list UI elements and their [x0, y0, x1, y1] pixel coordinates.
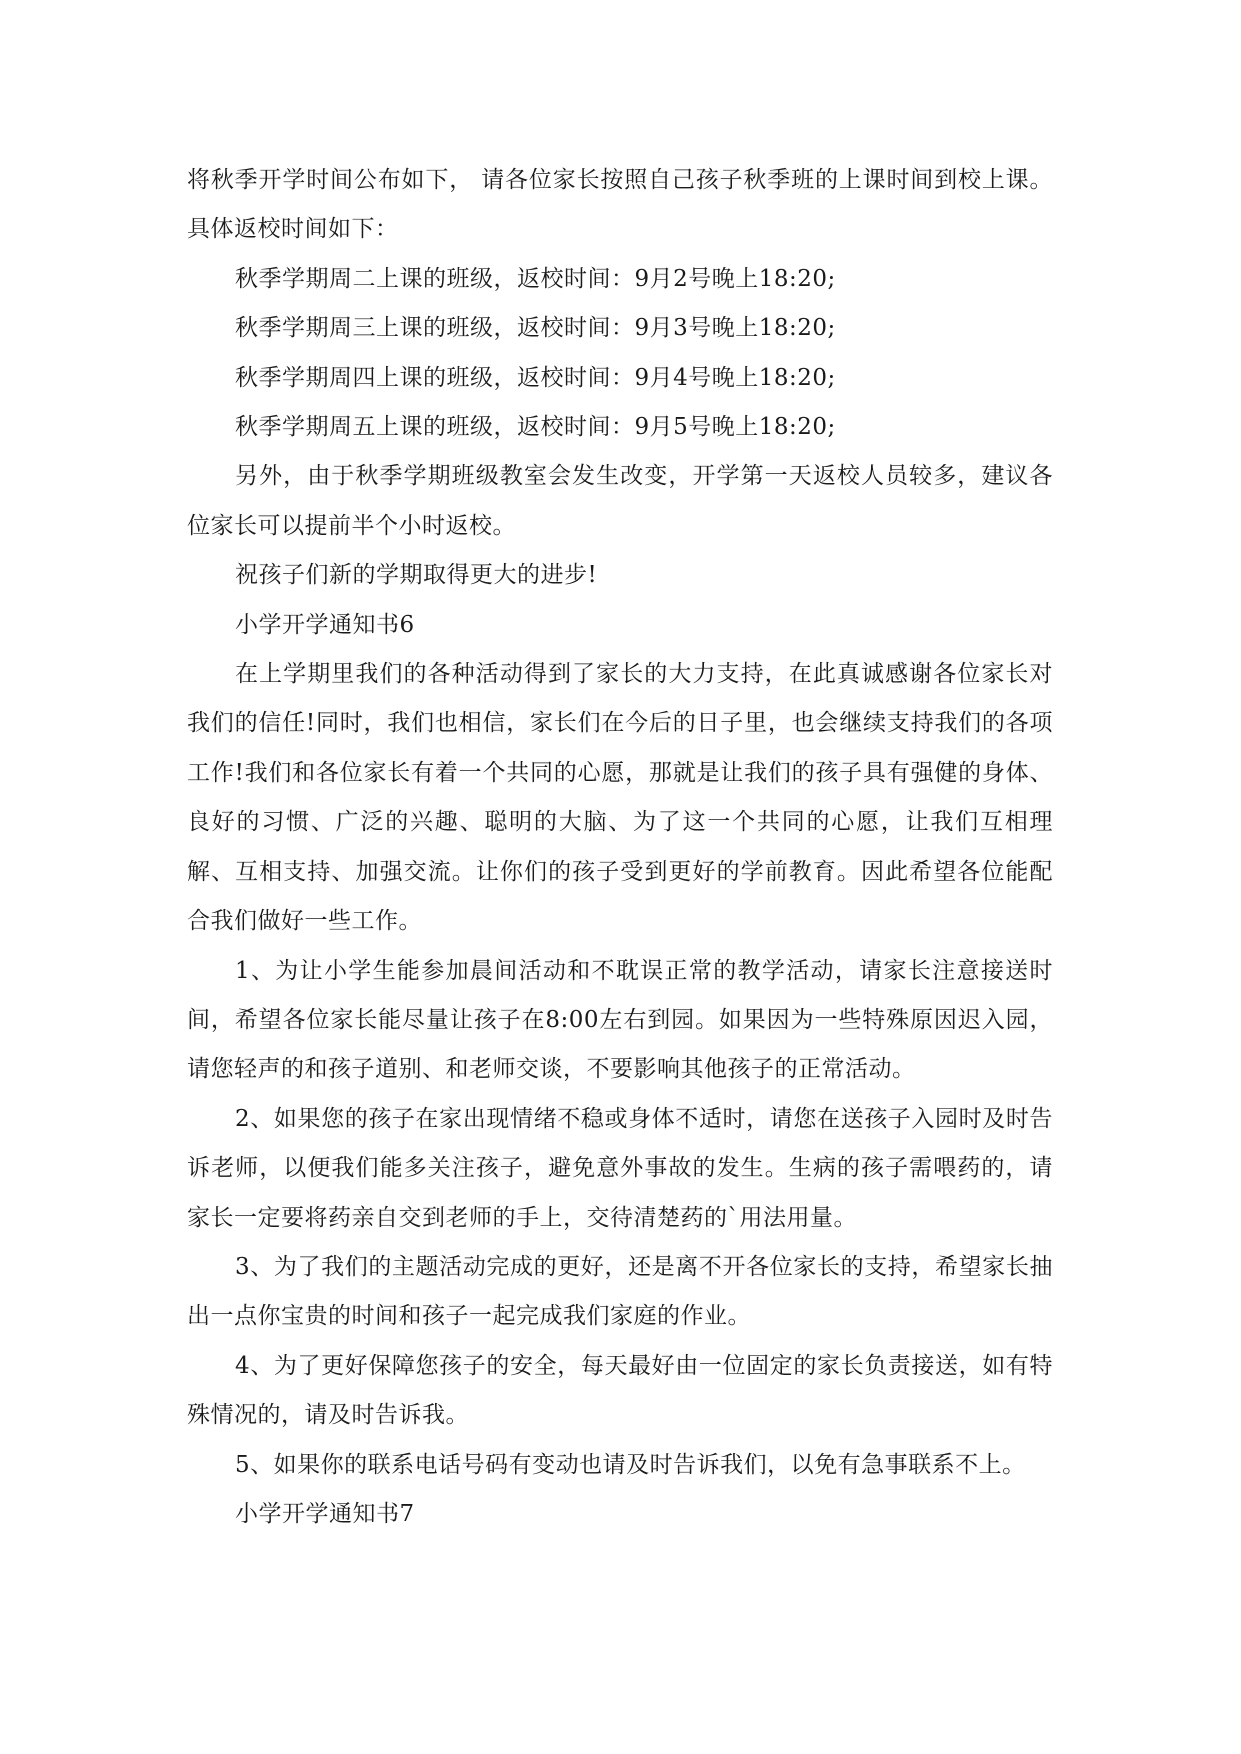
paragraph-wishes: 祝孩子们新的学期取得更大的进步!: [235, 562, 598, 589]
list-item-5: 5、如果你的联系电话号码有变动也请及时告诉我们，以免有急事联系不上。: [235, 1451, 1026, 1478]
section-heading-7: 小学开学通知书7: [235, 1500, 415, 1527]
paragraph-tuesday-return: 秋季学期周二上课的班级，返校时间：9月2号晚上18:20;: [235, 265, 836, 292]
paragraph-wednesday-return: 秋季学期周三上课的班级，返校时间：9月3号晚上18:20;: [235, 315, 836, 342]
paragraph-advice: 另外，由于秋季学期班级教室会发生改变，开学第一天返校人员较多，建议各位家长可以提前半个小时返校。: [187, 463, 1053, 539]
list-item-4: 4、为了更好保障您孩子的安全，每天最好由一位固定的家长负责接送，如有特殊情况的，请及时告诉我。: [187, 1352, 1053, 1429]
paragraph-schedule-intro: 将秋季开学时间公布如下， 请各位家长按照自己孩子秋季班的上课时间到校上课。具体返校时间如下：: [187, 167, 1053, 243]
document-body: [187, 156, 1053, 1539]
list-item-1: 1、为让小学生能参加晨间活动和不耽误正常的教学活动，请家长注意接送时间，希望各位家长能尽量让孩子在8:00左右到园。如果因为一些特殊原因迟入园，请您轻声的和孩子道别、和老师交谈，不要影响其他孩子的正常活动。: [187, 957, 1053, 1083]
section-heading-6: 小学开学通知书6: [235, 611, 415, 638]
paragraph-friday-return: 秋季学期周五上课的班级，返校时间：9月5号晚上18:20;: [235, 414, 836, 441]
paragraph-thursday-return: 秋季学期周四上课的班级，返校时间：9月4号晚上18:20;: [235, 364, 836, 391]
paragraph-thanks: 在上学期里我们的各种活动得到了家长的大力支持，在此真诚感谢各位家长对我们的信任!同时，我们也相信，家长们在今后的日子里，也会继续支持我们的各项工作!我们和各位家长有着一个共同的心愿，那就是让我们的孩子具有强健的身体、良好的习惯、广泛的兴趣、聪明的大脑、为了这一个共同的心愿，让我们互相理解、互相支持、加强交流。让你们的孩子受到更好的学前教育。因此希望各位能配合我们做好一些工作。: [187, 661, 1053, 935]
list-item-3: 3、为了我们的主题活动完成的更好，还是离不开各位家长的支持，希望家长抽出一点你宝贵的时间和孩子一起完成我们家庭的作业。: [187, 1253, 1053, 1330]
list-item-2: 2、如果您的孩子在家出现情绪不稳或身体不适时，请您在送孩子入园时及时告诉老师，以便我们能多关注孩子，避免意外事故的发生。生病的孩子需喂药的，请家长一定要将药亲自交到老师的手上，交待清楚药的`用法用量。: [187, 1105, 1053, 1231]
